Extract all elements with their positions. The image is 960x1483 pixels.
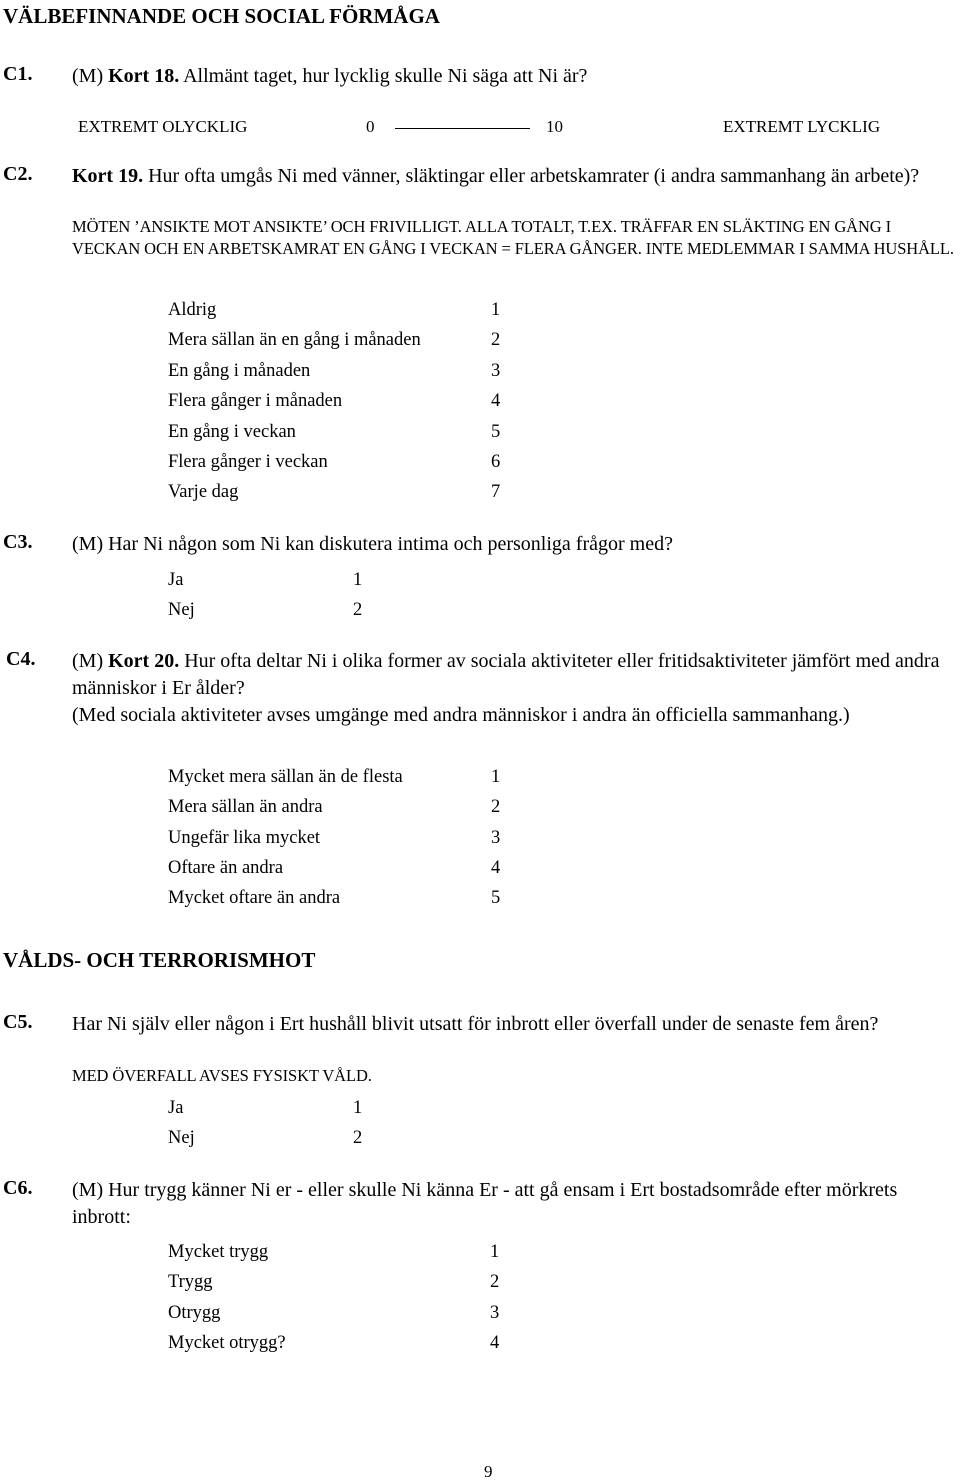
option-label: Varje dag [168,482,239,502]
option-label: Oftare än andra [168,858,284,878]
option-code: 2 [490,1272,500,1292]
option-code: 4 [491,858,501,878]
option-label: Mera sällan än andra [168,797,323,817]
question-text: (M) Har Ni någon som Ni kan diskutera intima och personliga frågor med? [72,533,673,555]
scale-max: 10 [546,117,563,136]
scale-left-label: EXTREMT OLYCKLIG [78,117,248,136]
option-code: 3 [491,361,501,381]
question-text: (M) Kort 18. Allmänt taget, hur lycklig skulle Ni säga att Ni är? [72,65,588,87]
question-number: C1. [3,63,33,85]
option-code: 4 [490,1333,500,1353]
section-title: VÄLBEFINNANDE OCH SOCIAL FÖRMÅGA [3,4,440,28]
question-text: Har Ni själv eller någon i Ert hushåll blivit utsatt för inbrott eller överfall under de senaste fem åren? [72,1013,879,1035]
option-label: Mycket mera sällan än de flesta [168,767,403,787]
option-label: En gång i veckan [168,422,296,442]
scale-right-label: EXTREMT LYCKLIG [723,117,881,136]
option-label: Ungefär lika mycket [168,828,321,848]
question-number: C3. [3,531,33,553]
option-code: 2 [353,1128,363,1148]
interviewer-note: MÖTEN ’ANSIKTE MOT ANSIKTE’ OCH FRIVILLIGT. ALLA TOTALT, T.EX. TRÄFFAR EN SLÄKTING EN GÅNG I VECKAN OCH EN ARBETSKAMRAT EN GÅNG I VECKAN = FLERA GÅNGER. INTE MEDLEMMAR I SAMMA HUSHÅLL. [72,217,954,258]
option-code: 1 [353,1098,363,1118]
interviewer-note: MED ÖVERFALL AVSES FYSISKT VÅLD. [72,1066,372,1085]
option-code: 1 [491,300,501,320]
question-number: C5. [3,1011,33,1033]
option-label: Otrygg [168,1303,221,1323]
question-number: C4. [6,648,36,670]
option-label: Ja [168,570,184,590]
scale-min: 0 [366,117,375,136]
question-number: C2. [3,163,33,185]
option-label: Flera gånger i månaden [168,391,343,411]
option-label: Mera sällan än en gång i månaden [168,330,421,350]
question-text: (M) Kort 20. Hur ofta deltar Ni i olika former av sociala aktiviteter eller fritidsaktiviteter jämfört med andra människor i Er ålder? [72,650,940,699]
option-label: Flera gånger i veckan [168,452,328,472]
option-label: Mycket otrygg? [168,1333,286,1353]
option-code: 4 [491,391,501,411]
option-code: 3 [490,1303,500,1323]
scale-line [395,128,530,129]
option-label: Nej [168,1128,195,1148]
question-subtext: (Med sociala aktiviteter avses umgänge med andra människor i andra än officiella sammanhang.) [72,704,850,726]
option-label: En gång i månaden [168,361,311,381]
page-number: 9 [484,1462,493,1481]
option-code: 7 [491,482,501,502]
section-title: VÅLDS- OCH TERRORISMHOT [3,948,316,972]
option-code: 5 [491,888,501,908]
option-label: Mycket trygg [168,1242,269,1262]
option-code: 2 [491,797,501,817]
option-label: Aldrig [168,300,217,320]
option-label: Mycket oftare än andra [168,888,341,908]
option-code: 5 [491,422,501,442]
option-label: Ja [168,1098,184,1118]
option-label: Trygg [168,1272,213,1292]
question-text: (M) Hur trygg känner Ni er - eller skulle Ni känna Er - att gå ensam i Ert bostadsområde efter mörkrets inbrott: [72,1179,898,1228]
option-code: 1 [491,767,501,787]
option-code: 6 [491,452,501,472]
option-code: 1 [353,570,363,590]
question-text: Kort 19. Hur ofta umgås Ni med vänner, släktingar eller arbetskamrater (i andra sammanhang än arbete)? [72,165,920,187]
option-code: 2 [353,600,363,620]
option-code: 1 [490,1242,500,1262]
option-code: 3 [491,828,501,848]
option-label: Nej [168,600,195,620]
option-code: 2 [491,330,501,350]
question-number: C6. [3,1177,33,1199]
